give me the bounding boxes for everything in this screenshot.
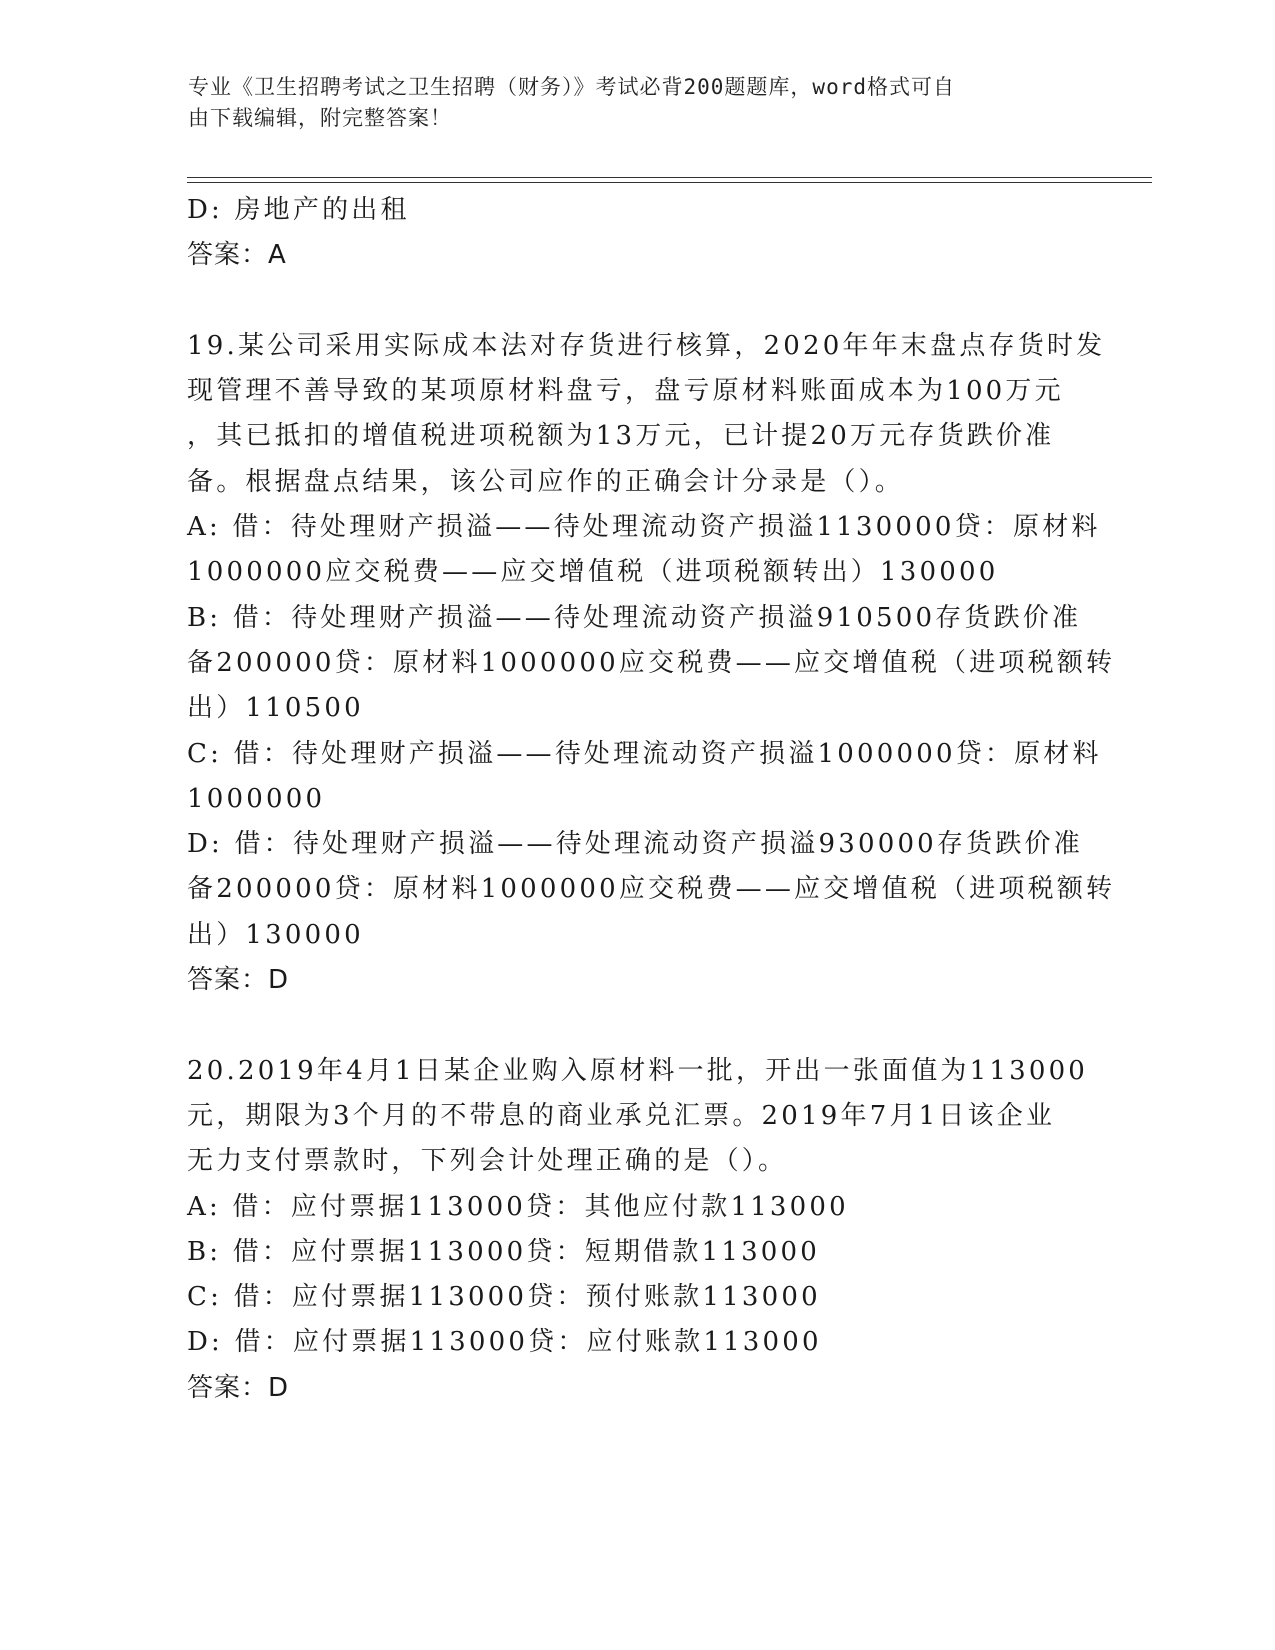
header-divider-bottom: [187, 182, 1152, 183]
q20-option-d: D: 借：应付票据113000贷：应付账款113000: [187, 1327, 822, 1358]
header-divider-top: [187, 177, 1152, 178]
q19-option-d: 出）130000: [187, 919, 364, 950]
q19-option-b: B: 借：待处理财产损溢——待处理流动资产损溢910500存货跌价准: [187, 602, 1082, 633]
q19-answer: 答案：D: [187, 965, 290, 996]
q19-stem-line: 备。根据盘点结果，该公司应作的正确会计分录是（）。: [187, 466, 905, 497]
q19-option-b: 备200000贷：原材料1000000应交税费——应交增值税（进项税额转: [187, 647, 1116, 678]
prev-option-d: D: 房地产的出租: [187, 195, 410, 225]
q19-option-d: D: 借：待处理财产损溢——待处理流动资产损溢930000存货跌价准: [187, 829, 1083, 860]
q19-option-a: A: 借：待处理财产损溢——待处理流动资产损溢1130000贷：原材料: [187, 512, 1101, 543]
question-19: [187, 324, 1116, 1003]
q20-option-b: B: 借：应付票据113000贷：短期借款113000: [187, 1236, 821, 1267]
q20-answer: 答案：D: [187, 1372, 290, 1403]
q19-option-c: 1000000: [187, 783, 326, 814]
q20-option-c: C: 借：应付票据113000贷：预付账款113000: [187, 1282, 821, 1313]
spacer: [187, 1003, 1087, 1048]
prev-answer: 答案：A: [187, 240, 287, 271]
q19-stem-line: 19.某公司采用实际成本法对存货进行核算，2020年年末盘点存货时发: [187, 330, 1106, 361]
q19-stem-line: 现管理不善导致的某项原材料盘亏，盘亏原材料账面成本为100万元: [187, 376, 1064, 407]
document-body: [187, 188, 1116, 1411]
header-line-1: 专业《卫生招聘考试之卫生招聘（财务）》考试必背200题题库，word格式可自: [188, 75, 955, 99]
header-line-2: 由下载编辑，附完整答案！: [188, 106, 452, 130]
q19-option-a: 1000000应交税费——应交增值税（进项税额转出）130000: [187, 557, 999, 588]
q19-option-d: 备200000贷：原材料1000000应交税费——应交增值税（进项税额转: [187, 874, 1116, 905]
q20-stem-line: 元，期限为3个月的不带息的商业承兑汇票。2019年7月1日该企业: [187, 1100, 1056, 1131]
q19-option-c: C: 借：待处理财产损溢——待处理流动资产损溢1000000贷：原材料: [187, 738, 1102, 769]
q20-stem-line: 无力支付票款时，下列会计处理正确的是（）。: [187, 1146, 788, 1177]
q19-stem-line: ，其已抵扣的增值税进项税额为13万元，已计提20万元存货跌价准: [187, 421, 1055, 452]
q20-option-a: A: 借：应付票据113000贷：其他应付款113000: [187, 1191, 849, 1222]
q19-option-b: 出）110500: [187, 693, 364, 724]
question-20: [187, 1049, 1087, 1411]
document-header: [188, 72, 1068, 134]
q20-stem-line: 20.2019年4月1日某企业购入原材料一批，开出一张面值为113000: [187, 1055, 1089, 1086]
spacer: [187, 279, 1087, 324]
